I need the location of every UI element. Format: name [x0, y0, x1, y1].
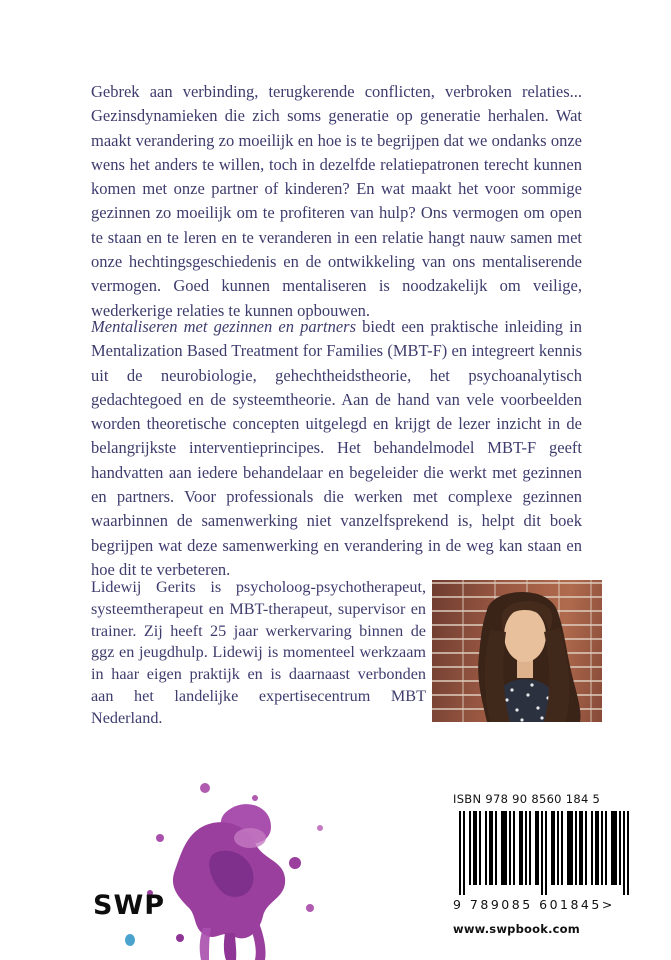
blue-droplet	[125, 934, 135, 946]
synopsis-paragraph-2-text: biedt een praktische inleiding in Mentalization Based Treatment for Families (MBT-F) en integreert kennis uit de neurobiologie, gehechtheidstheorie, het psychoanalytisch gedachtegoed en de systeemtheorie. Aan de hand van vele voorbeelden worden theoretische concepten uitgelegd en krijgt de lezer inzicht in de belangrijkste interventieprincipes. Het behandelmodel MBT-F geeft handvatten aan iedere behandelaar en begeleider die werkt met gezinnen en partners. Voor professionals die werken met complexe gezinnen waarbinnen de samenwerking niet vanzelfsprekend is, helpt dit boek begrijpen wat deze samenwerking en verandering in de weg kan staan en hoe dit te verbeteren.	[91, 317, 582, 579]
author-photo	[432, 580, 602, 722]
book-title-italic: Mentaliseren met gezinnen en partners	[91, 317, 357, 336]
barcode-digits: 9 789085 601845	[453, 897, 602, 912]
paint-splash-graphic	[105, 768, 355, 960]
publisher-logo: SWP	[93, 890, 166, 921]
barcode-end-marker: >	[601, 897, 615, 912]
isbn-block	[453, 792, 641, 936]
publisher-website: www.swpbook.com	[453, 922, 580, 936]
author-bio: Lidewij Gerits is psycholoog-psychotherapeut, systeemtherapeut en MBT-therapeut, supervisor en trainer. Zij heeft 25 jaar werkervaring binnen de ggz en jeugdhulp. Lidewij is momenteel werkzaam in haar eigen praktijk en is daarnaast verbonden aan het landelijke expertisecentrum MBT Nederland.	[91, 578, 426, 727]
synopsis-paragraph-2	[91, 315, 582, 582]
author-portrait-illustration	[432, 580, 602, 722]
synopsis-paragraph-1: Gebrek aan verbinding, terugkerende conflicten, verbroken relaties... Gezinsdynamieken die zich soms generatie op generatie herhalen. Wat maakt verandering zo moeilijk en hoe is te begrijpen dat we ondanks onze wens het anders te willen, toch in dezelfde relatiepatronen terecht kunnen komen met onze partner of kinderen? En wat maakt het voor sommige gezinnen zo moeilijk om te profiteren van hulp? Ons vermogen om open te staan en te leren en te veranderen in een relatie hangt nauw samen met onze hechtingsgeschiedenis en de ontwikkeling van ons mentaliserende vermogen. Goed kunnen mentaliseren is noodzakelijk om veilige, wederkerige relaties te kunnen opbouwen.	[91, 82, 582, 320]
barcode-digits-row	[453, 897, 641, 912]
isbn-label: ISBN 978 90 8560 184 5	[453, 792, 601, 806]
ean-barcode	[453, 811, 638, 895]
